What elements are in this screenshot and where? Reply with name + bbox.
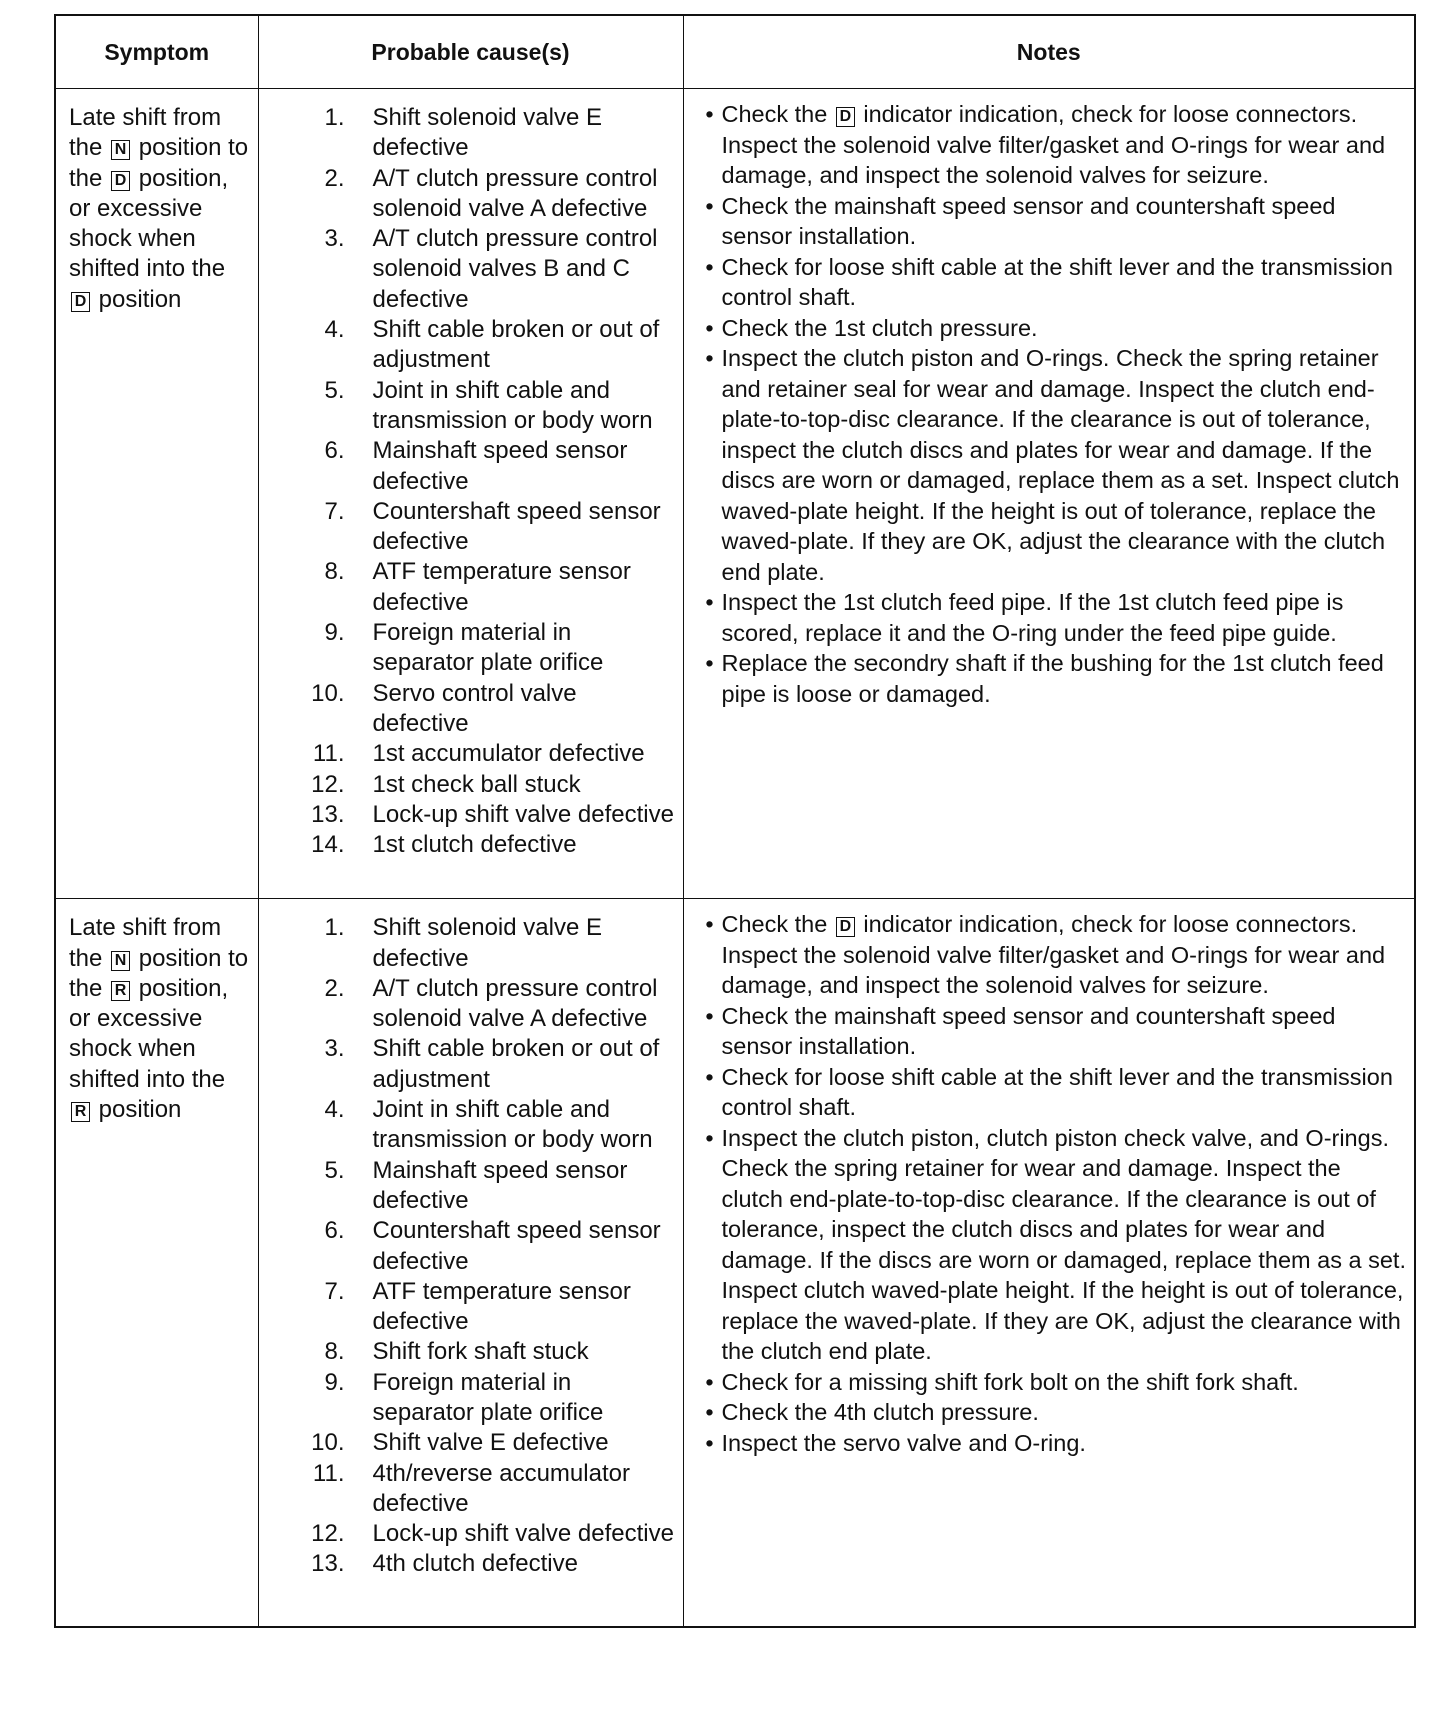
list-item: • Inspect the clutch piston, clutch piston check valve, and O-rings. Check the spring retainer for wear and damage. Inspect the clutch end-plate-to-top-disc clearance. If the clearance is out of tolerance, inspect the clutch discs and plates for wear and damage. If the discs are worn or damaged, replace them as a set. Inspect clutch waved-plate height. If the height is out of tolerance, replace the waved-plate. If they are OK, adjust the clearance with the clutch end plate.: [698, 1123, 1409, 1367]
troubleshooting-table: [54, 14, 1416, 1628]
list-item: 3. A/T clutch pressure control solenoid valves B and C defective: [324, 225, 658, 313]
table-row: [55, 89, 1415, 899]
bullet-icon: •: [705, 911, 714, 938]
bullet-icon: •: [705, 1368, 714, 1395]
list-item: • Check the mainshaft speed sensor and countershaft speed sensor installation.: [698, 191, 1409, 252]
list-item: 6. Countershaft speed sensor defective: [324, 1217, 661, 1275]
list-item: 12. 1st check ball stuck: [311, 770, 581, 798]
list-item: • Check the 4th clutch pressure.: [698, 1397, 1409, 1428]
gear-key: D: [836, 917, 855, 937]
symptom-text: Late shift from the N position to the R position, or excessive shock when shifted into the R position: [69, 914, 249, 1124]
bullet-icon: •: [705, 314, 714, 341]
list-item: • Inspect the 1st clutch feed pipe. If the 1st clutch feed pipe is scored, replace it and the O-ring under the feed pipe guide.: [698, 587, 1409, 648]
gear-key: R: [71, 1102, 90, 1122]
bullet-icon: •: [705, 1002, 714, 1029]
header-symptom: Symptom: [55, 15, 258, 89]
bullet-icon: •: [705, 345, 714, 371]
list-item: 3. Shift cable broken or out of adjustment: [324, 1035, 660, 1093]
list-item: 13. Lock-up shift valve defective: [311, 800, 674, 828]
gear-key: N: [111, 140, 130, 160]
bullet-icon: •: [705, 253, 714, 280]
bullet-icon: •: [705, 589, 714, 615]
list-item: 11. 4th/reverse accumulator defective: [312, 1459, 630, 1517]
bullet-icon: •: [705, 1063, 714, 1090]
list-item: 8. ATF temperature sensor defective: [324, 558, 631, 616]
list-item: • Check the D indicator indication, check for loose connectors. Inspect the solenoid valve filter/gasket and O-rings for wear and damage, and inspect the solenoid valves for seizure.: [698, 909, 1409, 1001]
list-item: • Inspect the clutch piston and O-rings. Check the spring retainer and retainer seal for wear and damage. Inspect the clutch end-plate-to-top-disc clearance. If the clearance is out of tolerance, inspect the clutch discs and plates for wear and damage. If the discs are worn or damaged, replace them as a set. Inspect clutch waved-plate height. If the height is out of tolerance, replace the waved-plate. If they are OK, adjust the clearance with the clutch end plate.: [698, 343, 1409, 587]
list-item: 2. A/T clutch pressure control solenoid valve A defective: [324, 164, 658, 222]
list-item: 4. Shift cable broken or out of adjustment: [324, 316, 660, 374]
bullet-icon: •: [705, 650, 714, 676]
cause-list: [259, 899, 683, 1580]
list-item: • Check for a missing shift fork bolt on the shift fork shaft.: [698, 1367, 1409, 1398]
gear-key: D: [111, 171, 130, 191]
list-item: 9. Foreign material in separator plate orifice: [324, 1368, 604, 1426]
list-item: 1. Shift solenoid valve E defective: [324, 104, 602, 162]
list-item: • Check the D indicator indication, check for loose connectors. Inspect the solenoid valve filter/gasket and O-rings for wear and damage, and inspect the solenoid valves for seizure.: [698, 99, 1409, 191]
header-notes: Notes: [683, 15, 1415, 89]
list-item: 2. A/T clutch pressure control solenoid valve A defective: [324, 974, 658, 1033]
notes-cell: [683, 899, 1415, 1627]
notes-cell: [683, 89, 1415, 899]
list-item: 4. Joint in shift cable and transmission or body worn: [324, 1096, 653, 1154]
list-item: • Inspect the servo valve and O-ring.: [698, 1428, 1409, 1459]
notes-list: [684, 899, 1415, 1458]
list-item: 14. 1st clutch defective: [311, 831, 577, 859]
symptom-cell: [55, 89, 258, 899]
list-item: • Check for loose shift cable at the shift lever and the transmission control shaft.: [698, 252, 1409, 313]
list-item: • Check the mainshaft speed sensor and countershaft speed sensor installation.: [698, 1001, 1409, 1062]
list-item: 1. Shift solenoid valve E defective: [324, 914, 602, 972]
list-item: 12. Lock-up shift valve defective: [311, 1520, 674, 1548]
bullet-icon: •: [705, 1429, 714, 1456]
gear-key: D: [71, 292, 90, 312]
table-row: [55, 899, 1415, 1627]
list-item: 13. 4th clutch defective: [311, 1550, 578, 1578]
list-item: 9. Foreign material in separator plate orifice: [324, 619, 604, 677]
bullet-icon: •: [705, 1399, 714, 1426]
list-item: 10. Shift valve E defective: [311, 1429, 609, 1457]
list-item: 7. ATF temperature sensor defective: [324, 1277, 631, 1336]
causes-cell: [258, 89, 683, 899]
bullet-icon: •: [705, 192, 714, 219]
causes-cell: [258, 899, 683, 1627]
notes-list: [684, 89, 1415, 709]
list-item: 10. Servo control valve defective: [311, 679, 577, 737]
header-causes: Probable cause(s): [258, 15, 683, 89]
gear-key: N: [111, 951, 130, 971]
header-row: [55, 15, 1415, 89]
symptom-text: Late shift from the N position to the D position, or excessive shock when shifted into the D position: [69, 104, 249, 313]
bullet-icon: •: [705, 101, 714, 127]
list-item: 11. 1st accumulator defective: [312, 740, 645, 768]
list-item: • Check the 1st clutch pressure.: [698, 313, 1409, 344]
list-item: • Replace the secondry shaft if the bushing for the 1st clutch feed pipe is loose or damaged.: [698, 648, 1409, 709]
list-item: 8. Shift fork shaft stuck: [324, 1338, 589, 1366]
list-item: 5. Joint in shift cable and transmission or body worn: [324, 376, 653, 434]
gear-key: R: [111, 981, 130, 1001]
list-item: • Check for loose shift cable at the shift lever and the transmission control shaft.: [698, 1062, 1409, 1123]
list-item: 5. Mainshaft speed sensor defective: [324, 1156, 628, 1214]
symptom-cell: [55, 899, 258, 1627]
gear-key: D: [836, 107, 855, 127]
cause-list: [259, 89, 683, 860]
list-item: 6. Mainshaft speed sensor defective: [324, 437, 628, 495]
list-item: 7. Countershaft speed sensor defective: [324, 497, 661, 556]
bullet-icon: •: [705, 1124, 714, 1151]
